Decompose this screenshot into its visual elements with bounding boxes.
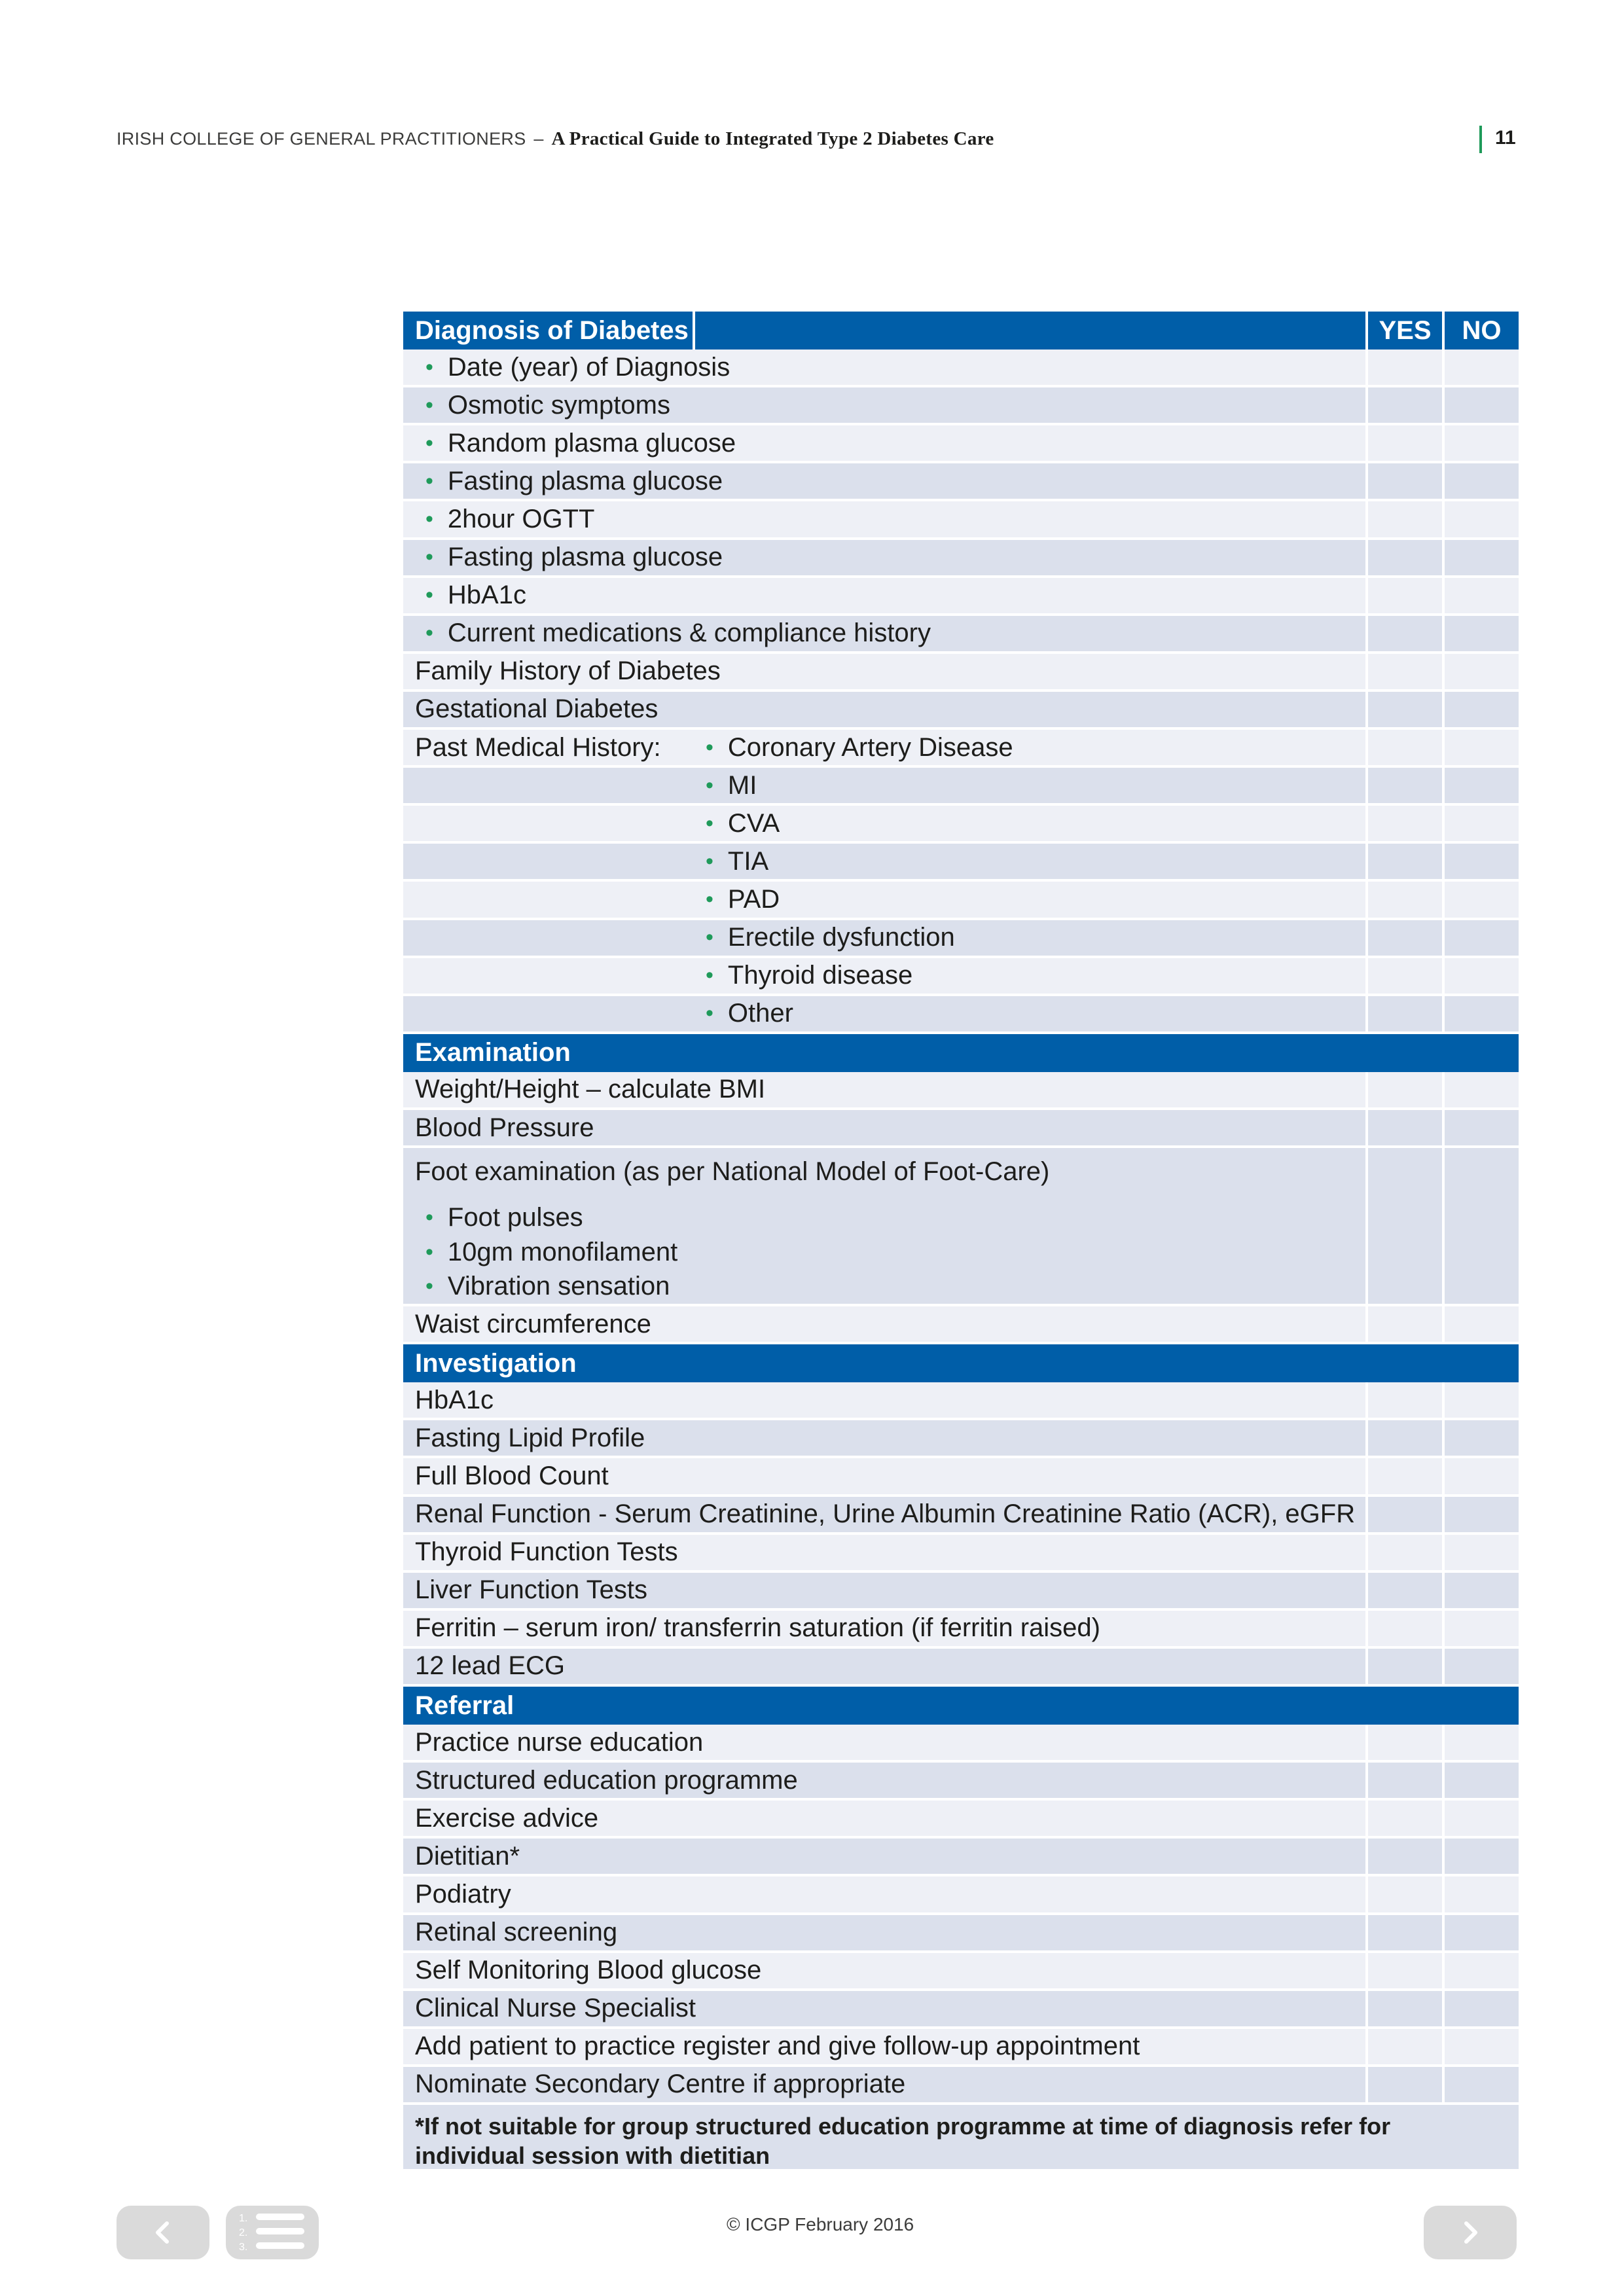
row-label: Other [727,999,793,1028]
yes-checkbox-cell[interactable] [1365,1876,1442,1912]
diagnosis-row [403,578,1519,616]
yes-checkbox-cell[interactable] [1365,692,1442,727]
yes-checkbox-cell[interactable] [1365,1725,1442,1760]
investigation-row [403,1420,1519,1458]
yes-checkbox-cell[interactable] [1365,1148,1442,1304]
footnote-dietitian: *If not suitable for group structured education programme at time of diagnosis refer for individual session with dietitian [403,2105,1519,2169]
no-checkbox-cell[interactable] [1442,806,1519,841]
past-medical-history-row [403,920,1519,958]
past-medical-history-row [403,882,1519,920]
yes-checkbox-cell[interactable] [1365,387,1442,423]
row-label: Liver Function Tests [415,1575,647,1605]
yes-checkbox-cell[interactable] [1365,1991,1442,2026]
running-header [117,128,994,150]
row-label: Osmotic symptoms [447,390,670,420]
menu-number: 2. [239,2227,248,2238]
yes-checkbox-cell[interactable] [1365,806,1442,841]
no-checkbox-cell[interactable] [1442,730,1519,765]
no-checkbox-cell[interactable] [1442,1573,1519,1608]
foot-examination-row [403,1148,1519,1306]
section-header-referral [403,1687,1519,1725]
bullet-icon: • [425,1239,433,1265]
yes-checkbox-cell[interactable] [1365,1458,1442,1494]
row-label: Waist circumference [403,1306,1365,1342]
chevron-right-icon [1457,2219,1483,2246]
investigation-row [403,1573,1519,1611]
referral-row [403,1763,1519,1801]
referral-row [403,1801,1519,1839]
section-header-investigation [403,1344,1519,1382]
yes-checkbox-cell[interactable] [1365,1953,1442,1988]
row-label: Nominate Secondary Centre if appropriate [415,2070,906,2099]
row-label: Date (year) of Diagnosis [447,352,731,382]
investigation-row [403,1458,1519,1496]
past-medical-history-row [403,844,1519,882]
yes-checkbox-cell[interactable] [1365,501,1442,537]
no-checkbox-cell[interactable] [1442,2067,1519,2102]
no-checkbox-cell[interactable] [1442,387,1519,423]
referral-row [403,2029,1519,2067]
yes-checkbox-cell[interactable] [1365,1306,1442,1342]
diabetes-checklist-table [403,312,1519,2169]
yes-checkbox-cell[interactable] [1365,1573,1442,1608]
bullet-icon: • [425,545,433,570]
yes-checkbox-cell[interactable] [1365,730,1442,765]
yes-checkbox-cell[interactable] [1365,920,1442,956]
investigation-row [403,1497,1519,1535]
yes-checkbox-cell[interactable] [1365,1382,1442,1418]
yes-checkbox-cell[interactable] [1365,540,1442,575]
yes-checkbox-cell[interactable] [1365,463,1442,499]
no-checkbox-cell[interactable] [1442,654,1519,689]
row-label: Retinal screening [415,1918,618,1947]
numbered-list-icon [236,2210,308,2255]
no-checkbox-cell[interactable] [1442,1535,1519,1570]
referral-row [403,1839,1519,1876]
yes-checkbox-cell[interactable] [1365,996,1442,1031]
no-checkbox-cell[interactable] [1442,1649,1519,1684]
page-number: 11 [1495,127,1516,149]
bullet-icon: • [425,1205,433,1230]
row-label: Gestational Diabetes [415,694,659,724]
investigation-row [403,1382,1519,1420]
row-label: Thyroid Function Tests [415,1537,678,1567]
yes-checkbox-cell[interactable] [1365,616,1442,651]
copyright: © ICGP February 2016 [727,2214,914,2234]
row-label: 2hour OGTT [447,505,595,534]
bullet-icon: • [425,430,433,456]
row-label: Full Blood Count [415,1461,609,1490]
past-medical-history-row [403,958,1519,996]
chevron-left-icon [150,2219,176,2246]
row-label: MI [727,770,757,800]
row-label: Clinical Nurse Specialist [415,1994,696,2023]
no-checkbox-cell[interactable] [1442,1420,1519,1456]
row-label: Family History of Diabetes [415,656,721,686]
no-checkbox-cell[interactable] [1442,463,1519,499]
row-label: Current medications & compliance history [447,619,931,648]
bullet-icon: • [706,734,713,760]
section-header-examination [403,1034,1519,1072]
section-title: Diagnosis of Diabetes [403,312,695,350]
row-label: Ferritin – serum iron/ transferrin saturation (if ferritin raised) [415,1613,1100,1643]
past-medical-history-row [403,768,1519,806]
no-checkbox-cell[interactable] [1442,578,1519,613]
no-checkbox-cell[interactable] [1442,768,1519,803]
no-checkbox-cell[interactable] [1442,1306,1519,1342]
row-label: HbA1c [447,581,526,610]
foot-bullet: 10gm monofilament [447,1237,678,1266]
no-checkbox-cell[interactable] [1442,1110,1519,1145]
no-checkbox-cell[interactable] [1442,350,1519,385]
diagnosis-row [403,540,1519,578]
row-label: Self Monitoring Blood glucose [415,1956,762,1985]
menu-number: 3. [239,2242,248,2253]
investigation-row [403,1535,1519,1573]
row-label: Add patient to practice register and give follow-up appointment [415,2032,1140,2061]
yes-checkbox-cell[interactable] [1365,1420,1442,1456]
yes-checkbox-cell[interactable] [1365,1072,1442,1107]
bullet-icon: • [425,392,433,418]
previous-page-button[interactable] [117,2206,209,2259]
bullet-icon: • [706,886,713,912]
diagnosis-row [403,350,1519,387]
yes-checkbox-cell[interactable] [1365,1839,1442,1874]
yes-checkbox-cell[interactable] [1365,1801,1442,1836]
no-checkbox-cell[interactable] [1442,996,1519,1031]
row-label: Structured education programme [415,1765,798,1795]
row-label: 12 lead ECG [415,1651,566,1681]
row-label: Dietitian* [415,1841,520,1871]
referral-row [403,1953,1519,1991]
row-label: Random plasma glucose [447,428,736,457]
yes-checkbox-cell[interactable] [1365,1915,1442,1950]
examination-row [403,1072,1519,1110]
diagnosis-row [403,425,1519,463]
section-title: Investigation [415,1348,577,1378]
row-label: Coronary Artery Disease [727,732,1013,762]
no-checkbox-cell[interactable] [1442,1497,1519,1532]
yes-checkbox-cell[interactable] [1365,425,1442,461]
past-medical-history-row [403,730,1519,768]
bullet-icon: • [706,963,713,988]
bullet-icon: • [425,620,433,646]
referral-row [403,2067,1519,2105]
diagnosis-row [403,616,1519,654]
diagnosis-row [403,463,1519,501]
no-checkbox-cell[interactable] [1442,1148,1519,1304]
bullet-icon: • [706,925,713,950]
no-checkbox-cell[interactable] [1442,1876,1519,1912]
bullet-icon: • [425,468,433,493]
yes-checkbox-cell[interactable] [1365,1535,1442,1570]
past-medical-history-row [403,806,1519,844]
bullet-icon: • [425,583,433,608]
row-label: Renal Function - Serum Creatinine, Urine Albumin Creatinine Ratio (ACR), eGFR [415,1499,1356,1529]
no-checkbox-cell[interactable] [1442,958,1519,994]
no-checkbox-cell[interactable] [1442,1839,1519,1874]
referral-row [403,1725,1519,1763]
row-label: Erectile dysfunction [727,923,955,952]
yes-checkbox-cell[interactable] [1365,1611,1442,1646]
investigation-row [403,1611,1519,1649]
yes-checkbox-cell[interactable] [1365,958,1442,994]
no-checkbox-cell[interactable] [1442,1801,1519,1836]
row-label: TIA [727,846,769,876]
header-divider [1479,126,1482,153]
diagnosis-row [403,387,1519,425]
yes-checkbox-cell[interactable] [1365,768,1442,803]
bullet-icon: • [706,810,713,836]
row-label: HbA1c [415,1385,494,1414]
no-checkbox-cell[interactable] [1442,616,1519,651]
diagnosis-row [403,654,1519,692]
column-header-yes: YES [1365,312,1442,350]
section-header-diagnosis [403,312,1519,350]
past-medical-history-row [403,996,1519,1034]
yes-checkbox-cell[interactable] [1365,1763,1442,1798]
row-label: Exercise advice [415,1803,599,1833]
no-checkbox-cell[interactable] [1442,1072,1519,1107]
bullet-icon: • [706,1001,713,1026]
yes-checkbox-cell[interactable] [1365,578,1442,613]
no-checkbox-cell[interactable] [1442,844,1519,879]
yes-checkbox-cell[interactable] [1365,1649,1442,1684]
no-checkbox-cell[interactable] [1442,1763,1519,1798]
row-label: Practice nurse education [415,1727,704,1757]
menu-number: 1. [239,2213,248,2224]
row-label: Foot examination (as per National Model of Foot-Care) [415,1157,1050,1186]
foot-bullet: Foot pulses [447,1203,583,1232]
no-checkbox-cell[interactable] [1442,1991,1519,2026]
past-medical-history-label: Past Medical History: [415,732,661,762]
row-label: Thyroid disease [727,961,913,990]
no-checkbox-cell[interactable] [1442,540,1519,575]
bullet-icon: • [425,354,433,380]
next-page-button[interactable] [1424,2206,1517,2259]
investigation-row [403,1649,1519,1687]
row-label: CVA [727,808,780,838]
yes-checkbox-cell[interactable] [1365,1110,1442,1145]
checklist-row [403,1306,1519,1344]
yes-checkbox-cell[interactable] [1365,844,1442,879]
org-name: IRISH COLLEGE OF GENERAL PRACTITIONERS [117,129,526,149]
referral-row [403,1991,1519,2029]
foot-bullet: Vibration sensation [447,1272,670,1301]
no-checkbox-cell[interactable] [1442,425,1519,461]
yes-checkbox-cell[interactable] [1365,1497,1442,1532]
yes-checkbox-cell[interactable] [1365,2029,1442,2064]
referral-row [403,1876,1519,1914]
row-label: Fasting Lipid Profile [415,1423,645,1452]
header-dash: – [533,129,544,149]
yes-checkbox-cell[interactable] [1365,350,1442,385]
document-title: A Practical Guide to Integrated Type 2 Diabetes Care [551,128,994,149]
no-checkbox-cell[interactable] [1442,1611,1519,1646]
row-label: Weight/Height – calculate BMI [415,1075,766,1104]
row-label: Fasting plasma glucose [447,543,723,572]
bullet-icon: • [706,848,713,874]
no-checkbox-cell[interactable] [1442,1725,1519,1760]
diagnosis-row [403,692,1519,730]
row-label: Fasting plasma glucose [447,466,723,495]
yes-checkbox-cell[interactable] [1365,654,1442,689]
no-checkbox-cell[interactable] [1442,692,1519,727]
diagnosis-row [403,501,1519,539]
bullet-icon: • [425,1274,433,1299]
no-checkbox-cell[interactable] [1442,920,1519,956]
no-checkbox-cell[interactable] [1442,501,1519,537]
section-title: Referral [415,1691,514,1720]
yes-checkbox-cell[interactable] [1365,882,1442,917]
yes-checkbox-cell[interactable] [1365,2067,1442,2102]
no-checkbox-cell[interactable] [1442,1953,1519,1988]
examination-row [403,1110,1519,1148]
section-title: Examination [415,1038,571,1067]
row-label: PAD [727,884,780,914]
bullet-icon: • [425,507,433,532]
no-checkbox-cell[interactable] [1442,1458,1519,1494]
referral-row [403,1915,1519,1953]
no-checkbox-cell[interactable] [1442,882,1519,917]
row-label: Podiatry [415,1880,511,1909]
no-checkbox-cell[interactable] [1442,1915,1519,1950]
column-header-no: NO [1442,312,1519,350]
row-label: Blood Pressure [415,1113,594,1142]
contents-menu-button[interactable] [226,2206,319,2259]
bullet-icon: • [706,772,713,798]
no-checkbox-cell[interactable] [1442,2029,1519,2064]
no-checkbox-cell[interactable] [1442,1382,1519,1418]
